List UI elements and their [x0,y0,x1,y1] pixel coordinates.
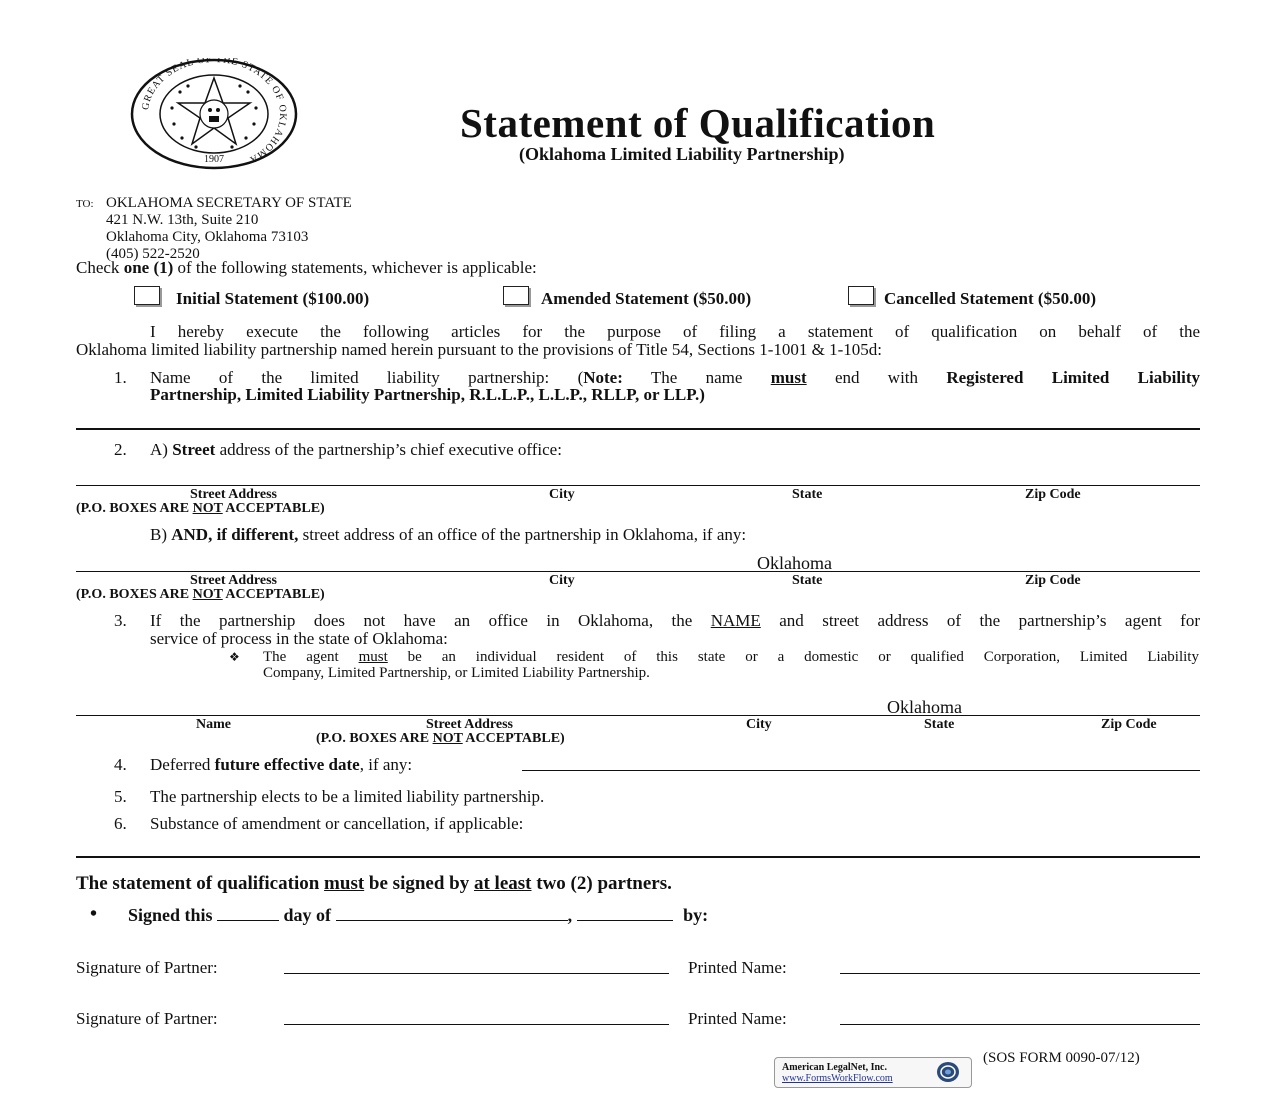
po-box-note [76,501,325,516]
signed-year-field[interactable] [577,904,673,921]
po-note-a: (P.O. BOXES ARE [76,501,193,516]
agent-requirement-text [263,649,1199,666]
signed-this-label: Signed this [128,905,213,925]
signing-part-b: be signed by [364,873,474,894]
item-4-bold: future effective date [214,755,360,774]
signed-month-field[interactable] [336,904,568,921]
signing-must: must [324,873,365,894]
po-note-3-b: ACCEPTABLE) [462,731,565,746]
caption-state: State [792,487,823,502]
item-3-number: 3. [114,611,127,630]
printed-name-field-2[interactable] [840,1024,1200,1025]
amendment-substance-field[interactable] [76,856,1200,858]
to-line-1: OKLAHOMA SECRETARY OF STATE [106,195,352,211]
partnership-name-field[interactable] [76,428,1200,430]
comma: , [567,905,573,925]
printed-name-label-1: Printed Name: [688,958,787,977]
agent-part-b: be an individual resident of this state or a domestic or qualified Corporation, Limited Liability [387,649,1199,665]
day-of-label: day of [283,905,332,925]
item-4-number: 4. [114,755,127,774]
item-3-state-value: Oklahoma [887,697,962,717]
caption-city-2: City [549,573,575,588]
seal-ring-text: GREAT SEAL OF THE STATE OF OKLAHOMA [140,58,289,166]
item-2a-street: Street [172,440,216,459]
amended-statement-label: Amended Statement ($50.00) [541,289,752,308]
signature-label-2: Signature of Partner: [76,1009,218,1028]
agent-address-field[interactable] [76,715,1200,716]
po-note-b: ACCEPTABLE) [222,501,325,516]
caption-zip-2: Zip Code [1025,573,1081,588]
item-6-number: 6. [114,814,127,833]
po-box-note-3 [316,731,565,746]
signing-part-a: The statement of qualification [76,873,325,894]
check-bold: one (1) [123,258,174,277]
item-2b-rest: street address of an office of the partnership in Oklahoma, if any: [298,525,747,544]
signed-day-field[interactable] [217,904,279,921]
agent-part-a: The agent [263,649,359,665]
item-2a-prefix: A) [150,440,173,459]
item-2a-text [150,440,562,460]
item-2b-and: AND, if different, [171,525,299,544]
cancelled-statement-label: Cancelled Statement ($50.00) [884,289,1096,308]
item-4-part-b: , if any: [359,755,413,774]
item-3-part-a: If the partnership does not have an office in Oklahoma, the [150,611,711,630]
check-post: of the following statements, whichever is applicable: [173,258,537,277]
caption-name: Name [196,717,231,732]
signing-at-least: at least [473,873,532,894]
chief-office-address-field[interactable] [76,485,1200,486]
po-note-2-not: NOT [192,587,223,602]
state-seal [130,58,298,170]
caption-street-address-2: Street Address [190,573,277,588]
agent-must: must [358,649,388,665]
to-line-4: (405) 522-2520 [106,246,200,262]
signed-this-line [128,904,708,925]
caption-street-address: Street Address [190,487,277,502]
caption-zip-3: Zip Code [1101,717,1157,732]
item-2b-text [150,525,746,545]
by-label: by: [683,905,709,925]
signature-field-1[interactable] [284,973,669,974]
check-pre: Check [76,258,124,277]
item-1-part-d: Registered Limited Liability [946,368,1200,387]
signing-part-c: two (2) partners. [531,873,672,894]
oklahoma-office-address-field[interactable] [76,571,1200,572]
form-subtitle: (Oklahoma Limited Liability Partnership) [519,144,845,164]
printed-name-field-1[interactable] [840,973,1200,974]
printed-name-label-2: Printed Name: [688,1009,787,1028]
item-1-part-b: The name [622,368,771,387]
sos-form-number: (SOS FORM 0090-07/12) [983,1050,1140,1066]
item-4-text [150,755,412,775]
item-2b-state-value: Oklahoma [757,553,832,573]
to-line-2: 421 N.W. 13th, Suite 210 [106,212,259,228]
check-instruction [76,258,537,278]
signing-requirement [76,873,672,895]
form-title: Statement of Qualification [460,100,936,146]
legalnet-logo-box [774,1057,972,1088]
po-note-3-not: NOT [432,731,463,746]
item-3-text [150,611,1200,631]
caption-city: City [549,487,575,502]
item-6-text: Substance of amendment or cancellation, if applicable: [150,814,524,833]
caption-state-3: State [924,717,955,732]
item-2a-rest: address of the partnership’s chief executive office: [215,440,562,459]
diamond-bullet-icon: ❖ [229,650,240,664]
initial-statement-checkbox[interactable] [134,286,160,305]
agent-requirement-line-2: Company, Limited Partnership, or Limited Liability Partnership. [263,665,650,681]
item-1-note: Note: [583,368,623,387]
item-5-number: 5. [114,787,127,806]
caption-city-3: City [746,717,772,732]
cancelled-statement-checkbox[interactable] [848,286,874,305]
initial-statement-label: Initial Statement ($100.00) [176,289,370,308]
item-3-part-b: and street address of the partnership’s agent for [760,611,1200,630]
caption-zip: Zip Code [1025,487,1081,502]
item-2b-prefix: B) [150,525,172,544]
legalnet-url-link[interactable]: www.FormsWorkFlow.com [782,1073,893,1084]
item-1-must: must [770,368,807,387]
item-1-number: 1. [114,368,127,387]
caption-street-address-3: Street Address [426,717,513,732]
to-label: TO: [76,198,94,210]
intro-line-2: Oklahoma limited liability partnership named herein pursuant to the provisions of Title 54, Sections 1-1001 & 1-105d: [76,340,882,359]
seal-year: 1907 [204,154,224,165]
po-note-2-b: ACCEPTABLE) [222,587,325,602]
po-note-not: NOT [192,501,223,516]
item-2-number: 2. [114,440,127,459]
caption-state-2: State [792,573,823,588]
effective-date-field[interactable] [522,770,1200,771]
item-4-part-a: Deferred [150,755,215,774]
legalnet-company: American LegalNet, Inc. [782,1062,887,1073]
amended-statement-checkbox[interactable] [503,286,529,305]
item-1-part-a: Name of the limited liability partnership: ( [150,368,584,387]
item-1-line-2: Partnership, Limited Liability Partnership, R.L.L.P., L.L.P., RLLP, or LLP.) [150,385,705,404]
item-5-text: The partnership elects to be a limited liability partnership. [150,787,545,806]
signature-field-2[interactable] [284,1024,669,1025]
item-3-line-2: service of process in the state of Oklahoma: [150,629,448,648]
item-3-name: NAME [710,611,761,630]
po-note-2-a: (P.O. BOXES ARE [76,587,193,602]
intro-line-1: I hereby execute the following articles for the purpose of filing a statement of qualification on behalf of the [150,322,1200,341]
po-box-note-2 [76,587,325,602]
item-1-part-c: end with [806,368,947,387]
signature-label-1: Signature of Partner: [76,958,218,977]
to-line-3: Oklahoma City, Oklahoma 73103 [106,229,309,245]
to-address [106,195,352,263]
signing-bullet-icon: • [90,903,98,925]
po-note-3-a: (P.O. BOXES ARE [316,731,433,746]
legalnet-globe-icon [935,1060,961,1084]
